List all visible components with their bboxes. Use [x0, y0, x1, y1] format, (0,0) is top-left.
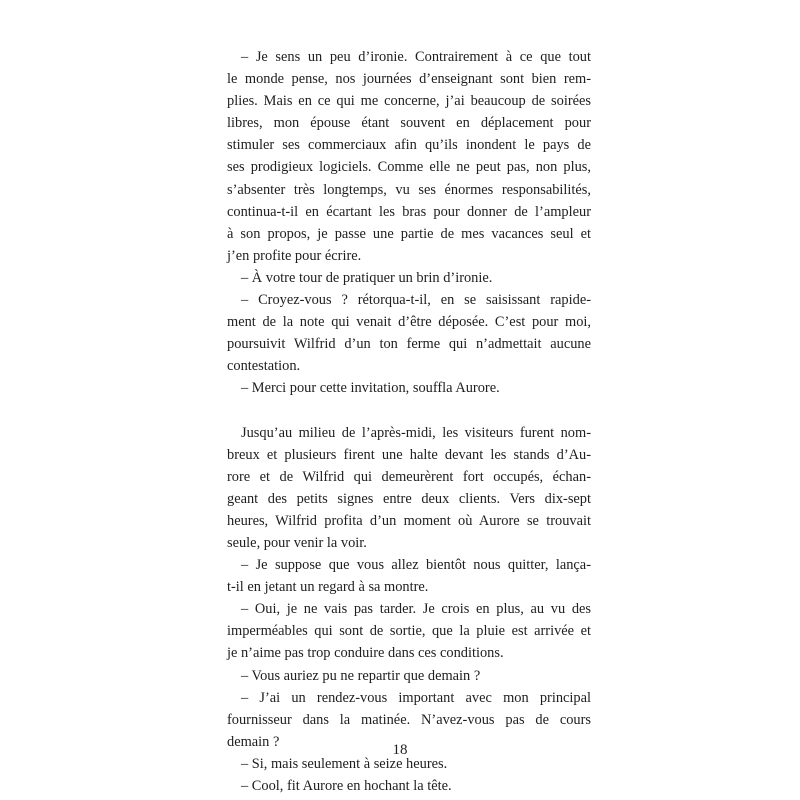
text-line: à son propos, je passe une partie de mes vacances seul et — [227, 225, 591, 242]
text-line: imperméables qui sont de sortie, que la pluie est arrivée et — [227, 623, 591, 640]
text-line: libres, mon épouse étant souvent en déplacement pour — [227, 115, 591, 132]
text-line: – Croyez-vous ? rétorqua-t-il, en se saisissant rapide- — [241, 292, 591, 309]
text-line: – J’ai un rendez-vous important avec mon principal — [241, 689, 591, 706]
text-line: fournisseur dans la matinée. N’avez-vous pas de cours — [227, 711, 591, 728]
text-line: heures, Wilfrid profita d’un moment où Aurore se trouvait — [227, 512, 591, 529]
text-line: rore et de Wilfrid qui demeurèrent fort occupés, échan- — [227, 468, 591, 485]
paragraph — [227, 377, 591, 399]
text-line: seule, pour venir la voir. — [227, 534, 367, 551]
paragraph — [227, 46, 591, 267]
text-line: t-il en jetant un regard à sa montre. — [227, 579, 429, 596]
text-line: Jusqu’au milieu de l’après-midi, les visiteurs furent nom- — [241, 424, 591, 441]
text-line: plies. Mais en ce qui me concerne, j’ai beaucoup de soirées — [227, 93, 591, 110]
text-line: ses prodigieux logiciels. Comme elle ne peut pas, non plus, — [227, 159, 591, 176]
text-line: contestation. — [227, 358, 301, 375]
text-line: breux et plusieurs firent une halte devant les stands d’Au- — [227, 446, 591, 463]
paragraph — [227, 267, 591, 289]
text-line: continua-t-il en écartant les bras pour donner de l’ampleur — [227, 203, 591, 220]
text-line: je n’aime pas trop conduire dans ces conditions. — [227, 645, 504, 662]
text-line: – Merci pour cette invitation, souffla Aurore. — [241, 380, 500, 397]
paragraph — [227, 422, 591, 555]
text-line: – Vous auriez pu ne repartir que demain ? — [241, 667, 481, 684]
paragraph — [227, 289, 591, 377]
text-line: – À votre tour de pratiquer un brin d’ironie. — [241, 269, 493, 286]
text-line: – Oui, je ne vais pas tarder. Je crois en plus, au vu des — [241, 601, 591, 618]
paragraph — [227, 598, 591, 664]
text-line: demain ? — [227, 733, 280, 750]
text-line: – Si, mais seulement à seize heures. — [241, 755, 448, 772]
paragraph — [227, 554, 591, 598]
text-line: stimuler ses commerciaux afin qu’ils inondent le pays de — [227, 137, 591, 154]
text-line: j’en profite pour écrire. — [227, 247, 362, 264]
text-line: poursuivit Wilfrid d’un ton ferme qui n’admettait aucune — [227, 336, 591, 353]
text-line: – Cool, fit Aurore en hochant la tête. — [241, 778, 452, 794]
section-dialogue — [227, 46, 591, 400]
text-line: – Je sens un peu d’ironie. Contrairement à ce que tout — [241, 49, 591, 65]
book-page — [227, 46, 591, 797]
paragraph — [227, 665, 591, 687]
text-line: s’absenter très longtemps, vu ses énormes responsabilités, — [227, 181, 591, 198]
text-line: le monde pense, nos journées d’enseignant sont bien rem- — [227, 71, 591, 88]
page-number: 18 — [392, 742, 408, 758]
section-break — [227, 400, 591, 422]
text-line: – Je suppose que vous allez bientôt nous quitter, lança- — [241, 557, 591, 574]
text-line: ment de la note qui venait d’être déposée. C’est pour moi, — [227, 314, 591, 331]
text-line: geant des petits signes entre deux clients. Vers dix-sept — [227, 490, 591, 507]
paragraph — [227, 775, 591, 797]
